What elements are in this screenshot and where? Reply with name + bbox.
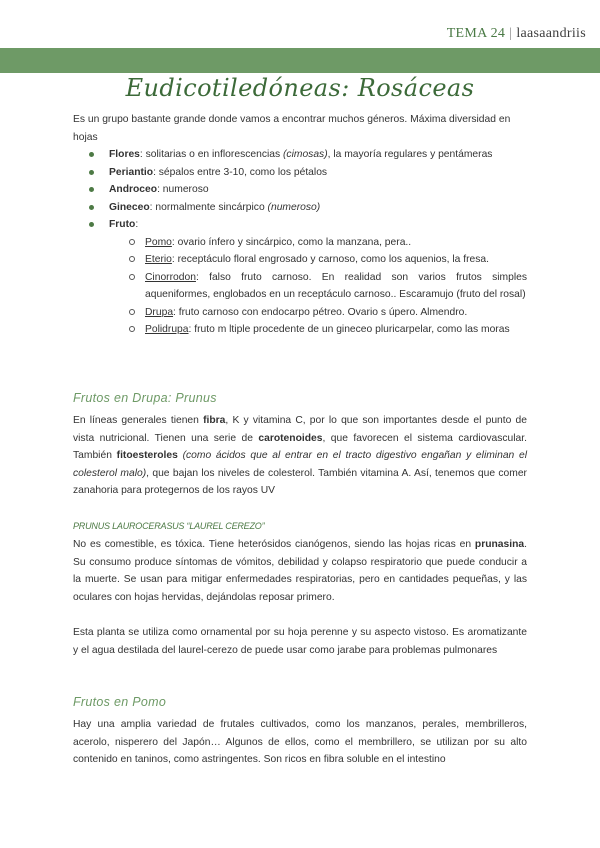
- list-item: Flores: solitarias o en inflorescencias (cimosas), la mayoría regulares y pentámeras: [73, 146, 527, 164]
- section-heading: Frutos en Pomo: [73, 695, 167, 709]
- page-header: [447, 26, 586, 42]
- intro-paragraph: Es un grupo bastante grande donde vamos a encontrar muchos géneros. Máxima diversidad en hojas: [73, 114, 511, 143]
- laurel-paragraph: No es comestible, es tóxica. Tiene heterósidos cianógenos, siendo las hojas ricas en prunasina. Su consumo produce síntomas de vómitos, debilidad y colapso respiratorio que puede conducir a la muerte. Se usan para mitigar enfermedades respiratorias, pero en cantidades pequeñas, y las oculares con hojas hervidas, dejándolas reposar primero.: [73, 539, 527, 603]
- laurel-section-2: [73, 624, 527, 659]
- laurel-heading-wrap: [73, 518, 527, 536]
- drupa-paragraph: En líneas generales tienen fibra, K y vitamina C, por lo que son importantes desde el punto de vista nutricional. Tienen una serie de carotenoides, que favorecen el sistema cardiovascular. También fitoesteroles (como ácidos que al entrar en el tracto digestivo engañan y eliminan el colesterol malo), que bajan los niveles de colesterol. También vitamina A. Así, tenemos que comer zanahoria para protegernos de los rayos UV: [73, 415, 528, 496]
- topic-label: TEMA 24: [446, 26, 506, 41]
- subsection-heading: PRUNUS LAUROCERASUS “LAUREL CEREZO”: [73, 521, 265, 531]
- pomo-heading-wrap: [73, 694, 527, 712]
- laurel-paragraph-2: Esta planta se utiliza como ornamental por su hoja perenne y su aspecto vistoso. Es aromatizante y el agua destilada del laurel-cerezo de puede usar como jarabe para problemas pulmonares: [73, 627, 527, 656]
- laurel-section: [73, 536, 527, 606]
- section-heading: Frutos en Drupa: Prunus: [73, 391, 217, 405]
- list-item: Polidrupa: fruto m ltiple procedente de un gineceo pluricarpelar, como las moras: [109, 321, 527, 339]
- list-item: Fruto: Pomo: ovario ínfero y sincárpico, como la manzana, pera.. Eterio: receptáculo floral engrosado y carnoso, como los aquenios, la fresa. Cinorrodon: falso fruto carnoso. En realidad son varios frutos simples aqueniformes, englobados en un receptáculo carnoso.. Escaramujo (fruto del rosal) Drupa: fruto carnoso con endocarpo pétreo. Ovario s úpero. Almendro. Polidrupa: fruto m ltiple procedente de un gineceo pluricarpelar, como las moras: [73, 216, 527, 339]
- fruit-types-list: [109, 234, 527, 339]
- page-title: Eudicotiledóneas: Rosáceas: [125, 74, 475, 102]
- features-list: [73, 146, 527, 339]
- pomo-section: [73, 716, 527, 769]
- pomo-paragraph: Hay una amplia variedad de frutales cultivados, como los manzanos, perales, membrilleros, acerolo, nisperero del Japón… Algunos de ellos, como el membrillero, se utilizan por su alto contenido en taninos, como astringentes. Son ricos en fibra soluble en el intestino: [73, 719, 527, 765]
- drupa-section-heading-wrap: [73, 390, 527, 408]
- list-item: Cinorrodon: falso fruto carnoso. En realidad son varios frutos simples aqueniformes, englobados en un receptáculo carnoso.. Escaramujo (fruto del rosal): [109, 269, 527, 304]
- header-separator: |: [509, 26, 513, 41]
- list-item: Periantio: sépalos entre 3-10, como los pétalos: [73, 164, 527, 182]
- header-band: [0, 48, 600, 73]
- intro-section: [73, 111, 527, 339]
- list-item: Eterio: receptáculo floral engrosado y carnoso, como los aquenios, la fresa.: [109, 251, 527, 269]
- list-item: Pomo: ovario ínfero y sincárpico, como la manzana, pera..: [109, 234, 527, 252]
- drupa-section: [73, 412, 527, 500]
- list-item: Gineceo: normalmente sincárpico (numeroso): [73, 199, 527, 217]
- list-item: Androceo: numeroso: [73, 181, 527, 199]
- author-name: laasaandriis: [516, 26, 586, 41]
- list-item: Drupa: fruto carnoso con endocarpo pétreo. Ovario s úpero. Almendro.: [109, 304, 527, 322]
